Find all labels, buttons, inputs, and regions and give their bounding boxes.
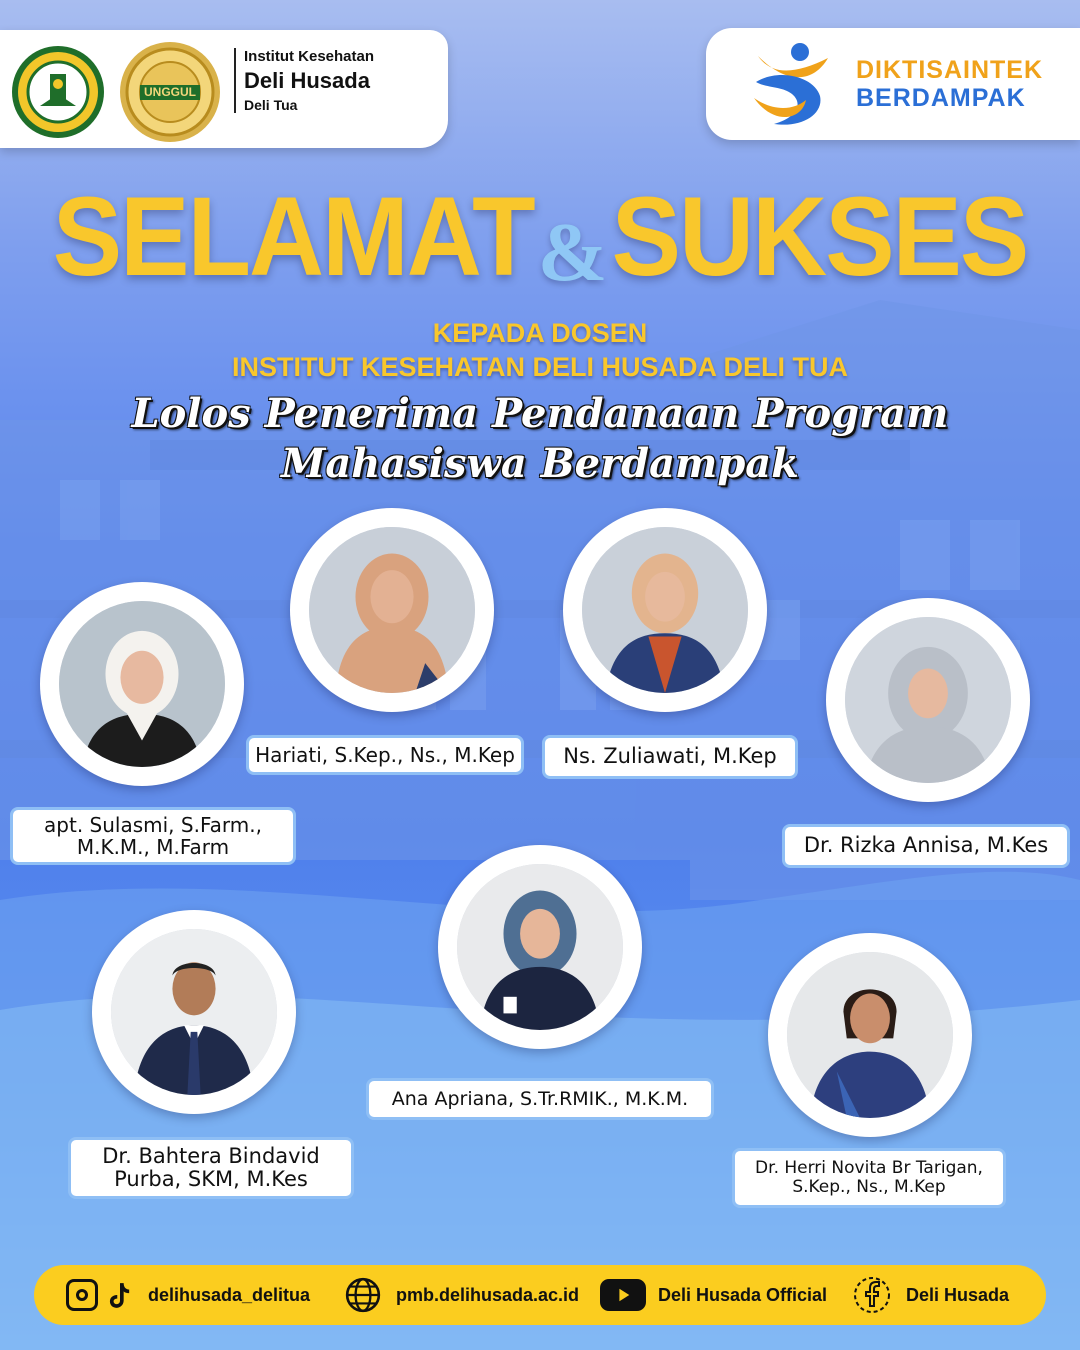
subtitle-line-2: INSTITUT KESEHATAN DELI HUSADA DELI TUA	[232, 352, 848, 382]
youtube-icon	[600, 1279, 646, 1311]
footer-website[interactable]	[344, 1265, 579, 1325]
globe-icon	[344, 1276, 382, 1314]
diktisaintek-logo-icon	[744, 38, 836, 130]
lecturer-label-rizka-annisa-text: Dr. Rizka Annisa, M.Kes	[803, 833, 1049, 858]
portrait-zuliawati	[563, 508, 767, 712]
lecturer-label-bahtera-line-1: Dr. Bahtera Bindavid	[102, 1143, 320, 1168]
announcement-line-2: Mahasiswa Berdampak	[281, 440, 799, 487]
tiktok-icon	[106, 1277, 134, 1313]
lecturer-label-zuliawati-text: Ns. Zuliawati, M.Kep	[563, 744, 777, 769]
headline-word-1: SELAMAT	[52, 174, 534, 300]
institution-header-card	[0, 30, 448, 148]
footer-facebook[interactable]	[852, 1265, 1009, 1325]
lecturer-label-herri-line-2: S.Kep., Ns., M.Kep	[792, 1177, 946, 1197]
institution-name-block	[234, 48, 374, 113]
footer-instagram-handle: delihusada_delitua	[148, 1284, 311, 1305]
instagram-icon	[66, 1279, 98, 1311]
lecturer-label-hariati	[246, 735, 524, 775]
lecturer-label-bahtera-bindavid-purba	[68, 1137, 354, 1199]
subtitle-line-1: KEPADA DOSEN	[432, 318, 648, 348]
institution-line-1: Institut Kesehatan	[244, 48, 375, 65]
lecturer-label-rizka-annisa	[782, 824, 1070, 868]
headline	[0, 174, 1080, 300]
institution-line-2: Deli Husada	[244, 68, 370, 93]
lecturer-label-ana-apriana-text: Ana Apriana, S.Tr.RMIK., M.K.M.	[391, 1087, 689, 1110]
lecturer-label-sulasmi	[10, 807, 296, 865]
lecturer-label-ana-apriana	[366, 1078, 714, 1120]
campaign-name-block	[856, 56, 1043, 112]
accreditation-unggul-logo	[118, 40, 222, 144]
announcement-line-1: Lolos Penerima Pendanaan Program	[131, 390, 949, 437]
footer-facebook-text: Deli Husada	[906, 1284, 1010, 1305]
lecturer-label-sulasmi-line-1: apt. Sulasmi, S.Farm.,	[44, 813, 262, 837]
lecturer-label-herri-line-1: Dr. Herri Novita Br Tarigan,	[755, 1158, 983, 1179]
footer-instagram-tiktok[interactable]	[66, 1265, 310, 1325]
lecturer-label-sulasmi-line-2: M.K.M., M.Farm	[76, 835, 230, 859]
lecturer-label-hariati-text: Hariati, S.Kep., Ns., M.Kep	[255, 743, 515, 767]
lecturer-label-zuliawati	[542, 735, 798, 779]
portrait-hariati	[290, 508, 494, 712]
footer-youtube[interactable]	[600, 1265, 827, 1325]
portrait-rizka-annisa	[826, 598, 1030, 802]
portrait-sulasmi	[40, 582, 244, 786]
footer-youtube-text: Deli Husada Official	[658, 1284, 828, 1305]
headline-word-2: SUKSES	[611, 174, 1028, 300]
portrait-bahtera-bindavid-purba	[92, 910, 296, 1114]
campaign-line-1: DIKTISAINTEK	[856, 56, 1043, 84]
footer-website-text: pmb.delihusada.ac.id	[396, 1284, 580, 1305]
institution-line-3: Deli Tua	[244, 97, 298, 113]
portrait-herri-novita-br-tarigan	[768, 933, 972, 1137]
portrait-ana-apriana	[438, 845, 642, 1049]
accreditation-badge-text: UNGGUL	[144, 85, 196, 99]
campaign-line-2: BERDAMPAK	[856, 84, 1026, 112]
lecturer-label-bahtera-line-2: Purba, SKM, M.Kes	[114, 1167, 308, 1191]
campaign-header-card	[706, 28, 1080, 140]
social-footer-bar	[34, 1265, 1046, 1325]
facebook-icon	[852, 1275, 892, 1315]
headline-ampersand: &	[537, 206, 608, 299]
institution-seal-logo	[10, 44, 106, 140]
lecturer-label-herri-novita-br-tarigan	[732, 1148, 1006, 1208]
